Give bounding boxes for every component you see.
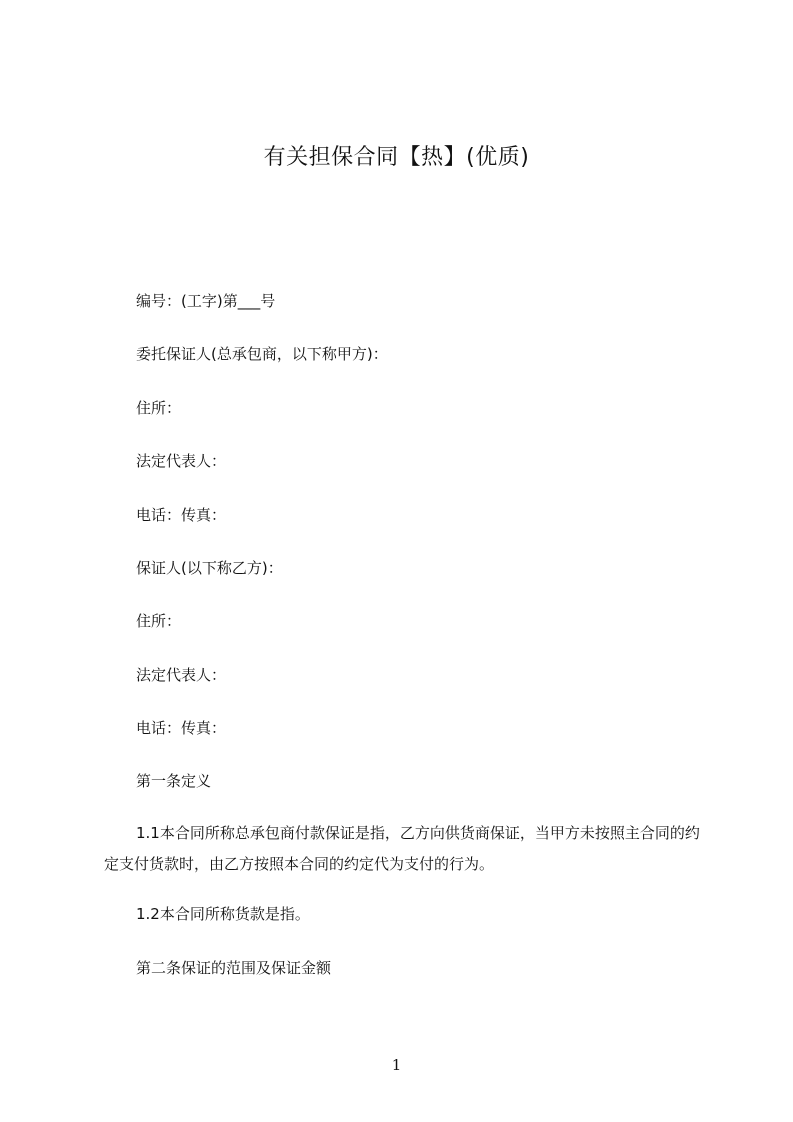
phone-fax-line-party-b: 电话：传真： bbox=[136, 719, 227, 737]
phone-fax-line-party-a: 电话：传真： bbox=[136, 506, 227, 524]
clause-1-1: 1.1本合同所称总承包商付款保证是指，乙方向供货商保证，当甲方未按照主合同的约定支付货款时，由乙方按照本合同的约定代为支付的行为。 bbox=[104, 824, 700, 873]
page-number: 1 bbox=[391, 1056, 402, 1074]
client-guarantor-line: 委托保证人(总承包商，以下称甲方)： bbox=[136, 345, 388, 363]
clause-1-2: 1.2本合同所称货款是指。 bbox=[136, 905, 310, 923]
address-line-party-b: 住所： bbox=[136, 612, 182, 630]
article-2-heading: 第二条保证的范围及保证金额 bbox=[136, 959, 332, 977]
document-title: 有关担保合同【热】(优质) bbox=[263, 145, 530, 170]
address-line-party-a: 住所： bbox=[136, 399, 182, 417]
contract-number-line: 编号：(工字)第___号 bbox=[136, 292, 276, 310]
guarantor-line: 保证人(以下称乙方)： bbox=[136, 559, 283, 577]
article-1-heading: 第一条定义 bbox=[136, 772, 212, 790]
legal-representative-line-party-a: 法定代表人： bbox=[136, 452, 227, 470]
legal-representative-line-party-b: 法定代表人： bbox=[136, 666, 227, 684]
